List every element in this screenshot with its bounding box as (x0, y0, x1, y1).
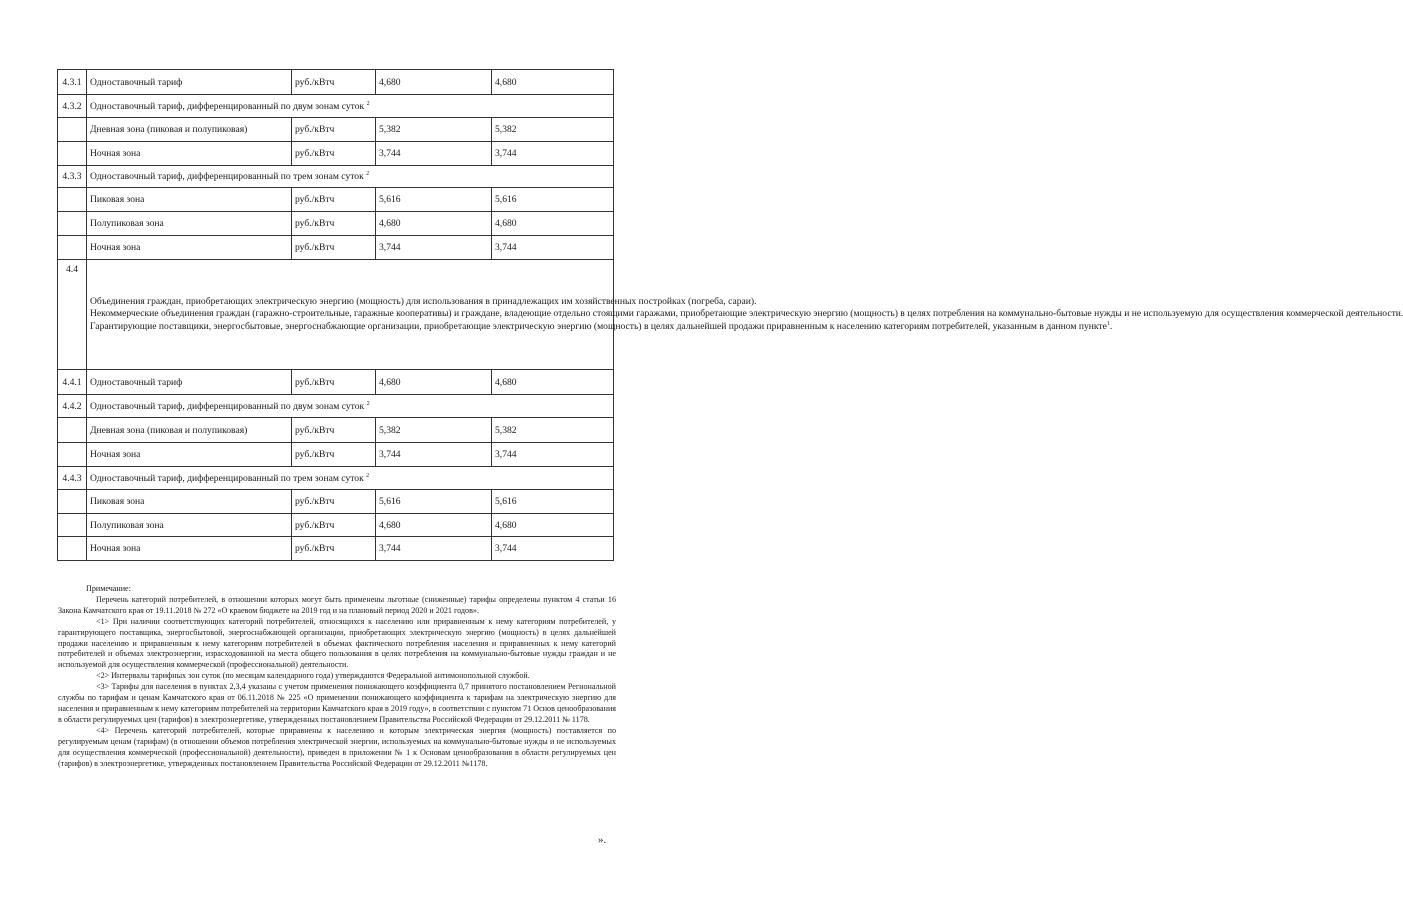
value-cell: 4,680 (376, 70, 492, 95)
value-cell: 5,382 (492, 118, 614, 142)
tariff-label: Ночная зона (87, 537, 292, 561)
tariff-label: Ночная зона (87, 443, 292, 467)
table-row (58, 166, 614, 188)
note-paragraph: <3> Тарифы для населения в пунктах 2,3,4 указаны с учетом применения понижающего коэффициента 0,7 принятого постановлением Региональной службы по тарифам и ценам Камчатского края от 06.11.2018 № 225 «О применении понижающего коэффициента к тарифам на электрическую энергию для населения и приравненным к нему категориям потребителей на территории Камчатского края в 2019 году», в соответствии с пунктом 71 Основ ценообразования в области регулируемых цен (тарифов) в электроэнергетике, утвержденных постановлением Правительства Российской Федерации от 29.12.2011 № 1178. (58, 682, 616, 724)
value-cell: 5,616 (376, 490, 492, 514)
unit-cell: руб./кВтч (292, 118, 376, 142)
table-row (58, 70, 614, 95)
group-header: Одноставочный тариф, дифференцированный по двум зонам суток $^2$ (87, 95, 614, 118)
table-row (58, 418, 614, 443)
group-header: Одноставочный тариф, дифференцированный по трем зонам суток $^2$ (87, 166, 614, 188)
unit-cell: руб./кВтч (292, 514, 376, 537)
row-number: 4.3.1 (58, 70, 87, 95)
value-cell: 3,744 (376, 537, 492, 561)
value-cell: 5,382 (376, 418, 492, 443)
table-row (58, 212, 614, 236)
tariff-label: Одноставочный тариф (87, 70, 292, 95)
table-row (58, 537, 614, 561)
value-cell: 4,680 (376, 370, 492, 395)
value-cell: 4,680 (376, 514, 492, 537)
row-number: 4.4.2 (58, 395, 87, 418)
unit-cell: руб./кВтч (292, 142, 376, 166)
note-paragraph: <4> Перечень категорий потребителей, которые приравнены к населению и которым электрическая энергия (мощность) поставляется по регулируемым ценам (тарифам) (в отношении объемов потребления электрической энергии, используемых на коммунально-бытовые нужды и не используемых для осуществления коммерческой (профессиональной) деятельности), приведен в приложении № 1 к Основам ценообразования в области регулируемых цен (тарифов) в электроэнергетике, утвержденных постановлением Правительства Российской Федерации от 29.12.2011 №1178. (58, 725, 616, 768)
value-cell: 3,744 (492, 443, 614, 467)
note-paragraph: Перечень категорий потребителей, в отношении которых могут быть применены льготные (сниженные) тарифы определены пунктом 4 статьи 16 Закона Камчатского края от 19.11.2018 № 272 «О краевом бюджете на 2019 год и на плановый период 2020 и 2021 годов». (58, 594, 616, 615)
table-row (58, 395, 614, 418)
unit-cell: руб./кВтч (292, 418, 376, 443)
table-row (58, 142, 614, 166)
value-cell: 4,680 (492, 70, 614, 95)
value-cell: 5,616 (376, 188, 492, 212)
value-cell: 4,680 (492, 212, 614, 236)
table-row (58, 188, 614, 212)
tariff-label: Полупиковая зона (87, 212, 292, 236)
unit-cell: руб./кВтч (292, 443, 376, 467)
category-paragraph: Гарантирующие поставщики, энергосбытовые, энергоснабжающие организации, приобретающие электрическую энергию (мощность) в целях дальнейшей продажи приравненным к населению категориям потребителей, указанным в данном пункте$^1$. (90, 320, 1113, 332)
value-cell: 3,744 (376, 142, 492, 166)
value-cell: 4,680 (376, 212, 492, 236)
row-number: 4.3.2 (58, 95, 87, 118)
table-row (58, 443, 614, 467)
tariff-label: Ночная зона (87, 236, 292, 260)
row-number: 4.4.3 (58, 467, 87, 490)
tariff-label: Одноставочный тариф (87, 370, 292, 395)
category-description (87, 260, 1403, 370)
table-row (58, 118, 614, 142)
table-row (58, 467, 614, 490)
tariff-label: Пиковая зона (87, 188, 292, 212)
tariff-label: Ночная зона (87, 142, 292, 166)
row-number: 4.4 (58, 260, 87, 370)
value-cell: 3,744 (492, 236, 614, 260)
group-header: Одноставочный тариф, дифференцированный по двум зонам суток $^2$ (87, 395, 614, 418)
category-paragraph: Объединения граждан, приобретающих электрическую энергию (мощность) для использования в принадлежащих им хозяйственных постройках (погреба, сараи). (90, 296, 757, 308)
table-row (58, 95, 614, 118)
note-paragraph: <1> При наличии соответствующих категорий потребителей, относящихся к населению или приравненным к нему категориям потребителей, у гарантирующего поставщика, энергосбытовой, энергоснабжающей организации, приобретающих электрическую энергию (мощность) в целях дальнейшей продажи населению и приравненным к нему категориям потребителей в объемах фактического потребления населения и приравненных к нему категорий потребителей и объемах электроэнергии, израсходованной на места общего пользования в целях потребления на коммунально-бытовые нужды граждан и не используемой для осуществления коммерческой (профессиональной) деятельности. (58, 616, 616, 670)
row-number: 4.4.1 (58, 370, 87, 395)
unit-cell: руб./кВтч (292, 70, 376, 95)
value-cell: 3,744 (492, 142, 614, 166)
tariff-label: Пиковая зона (87, 490, 292, 514)
table-row (58, 514, 614, 537)
note-paragraph: <2> Интервалы тарифных зон суток (по месяцам календарного года) утверждаются Федеральной антимонопольной службой. (96, 671, 530, 681)
value-cell: 5,382 (492, 418, 614, 443)
value-cell: 4,680 (492, 370, 614, 395)
value-cell: 5,616 (492, 188, 614, 212)
value-cell: 4,680 (492, 514, 614, 537)
tariff-label: Дневная зона (пиковая и полупиковая) (87, 118, 292, 142)
tariff-label: Дневная зона (пиковая и полупиковая) (87, 418, 292, 443)
notes-title: Примечание: (86, 584, 131, 593)
value-cell: 5,382 (376, 118, 492, 142)
tariff-label: Полупиковая зона (87, 514, 292, 537)
tariff-table (57, 69, 1403, 561)
row-number: 4.3.3 (58, 166, 87, 188)
category-paragraph: Некоммерческие объединения граждан (гаражно-строительные, гаражные кооперативы) и граждане, владеющие отдельно стоящими гаражами, приобретающие электрическую энергию (мощность) в целях потребления на коммунально-бытовые нужды и не используемую для осуществления коммерческой деятельности. (90, 308, 1403, 320)
unit-cell: руб./кВтч (292, 370, 376, 395)
unit-cell: руб./кВтч (292, 212, 376, 236)
table-row (58, 260, 614, 370)
value-cell: 5,616 (492, 490, 614, 514)
table-row (58, 236, 614, 260)
table-row (58, 370, 614, 395)
value-cell: 3,744 (376, 443, 492, 467)
value-cell: 3,744 (376, 236, 492, 260)
closing-quote: ». (598, 834, 607, 846)
unit-cell: руб./кВтч (292, 490, 376, 514)
unit-cell: руб./кВтч (292, 188, 376, 212)
notes-section (58, 584, 616, 769)
unit-cell: руб./кВтч (292, 236, 376, 260)
value-cell: 3,744 (492, 537, 614, 561)
table-row (58, 490, 614, 514)
group-header: Одноставочный тариф, дифференцированный по трем зонам суток $^2$ (87, 467, 614, 490)
unit-cell: руб./кВтч (292, 537, 376, 561)
